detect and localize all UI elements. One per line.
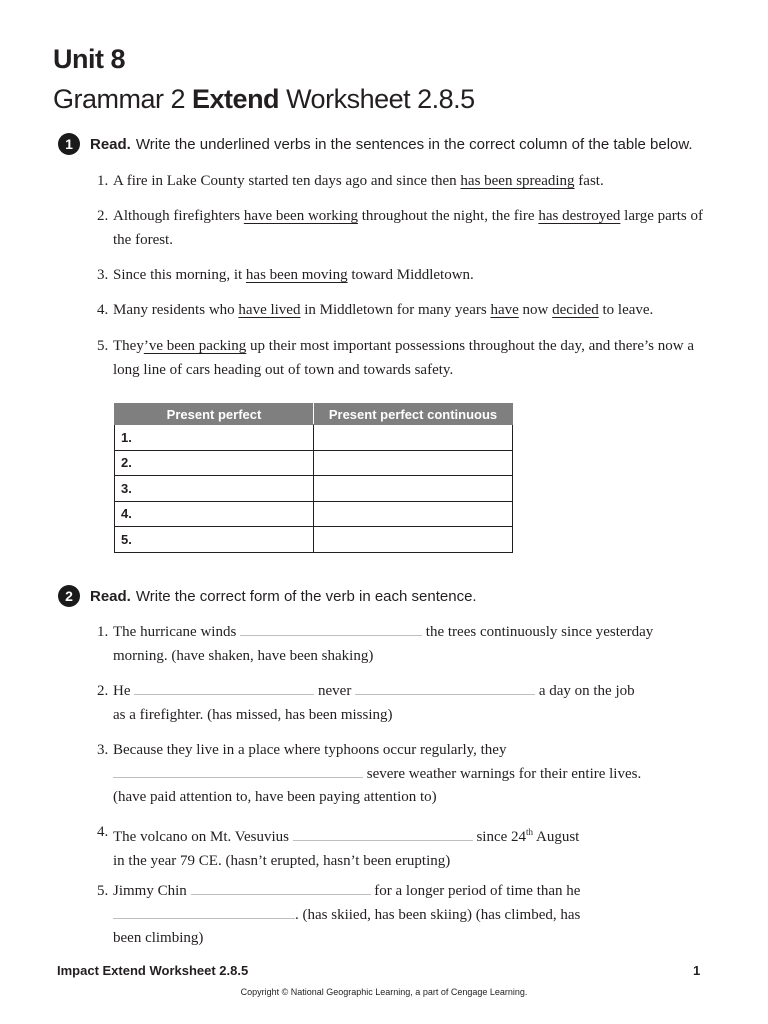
sentence-text: been climbing): [113, 930, 204, 946]
exercise-lead: Read.: [90, 135, 131, 153]
table-row: [115, 501, 513, 527]
sentence-text: as a firefighter. (has missed, has been missing): [113, 706, 393, 723]
sentence-number: 3.: [97, 267, 109, 283]
sentence-2-2: [97, 680, 707, 727]
answer-blank[interactable]: [134, 680, 314, 695]
sentence-text: up their most important possessions throughout the day, and there’s now a long line of cars heading out of town and towards safety.: [113, 338, 694, 378]
sentence-text: now: [518, 302, 553, 318]
sentence-text: Because they live in a place where typhoons occur regularly, they: [113, 742, 507, 758]
sentence-1-5: [97, 335, 707, 382]
sentence-text: Although firefighters: [113, 208, 244, 224]
sentence-text: severe weather warnings for their entire lives.: [363, 765, 642, 782]
exercise-instruction: Write the underlined verbs in the sentences in the correct column of the table below.: [135, 135, 693, 153]
table-row: [115, 450, 513, 476]
sentence-number: 2.: [97, 208, 109, 224]
answer-blank[interactable]: [240, 621, 422, 636]
sentence-text: large parts of the forest.: [113, 208, 704, 248]
title-bold: Extend: [192, 84, 280, 114]
answer-cell[interactable]: [314, 450, 513, 476]
title-prefix: Grammar 2: [53, 84, 193, 114]
sentence-number: 3.: [97, 742, 109, 758]
copyright-notice: Copyright © National Geographic Learning, a part of Cengage Learning.: [240, 987, 528, 997]
exercise-number-badge: 1: [58, 133, 80, 155]
sentence-text: in the year 79 CE. (hasn’t erupted, hasn’t been erupting): [113, 852, 451, 869]
sentence-text: . (has skiied, has been skiing) (has climbed, has: [295, 906, 581, 923]
exercise-instruction: Write the correct form of the verb in each sentence.: [135, 587, 477, 605]
footer-title: Impact Extend Worksheet 2.8.5: [57, 963, 249, 978]
sentence-text: fast.: [574, 173, 604, 189]
sentence-1-3: [97, 264, 707, 288]
sentence-text: toward Middletown.: [347, 267, 474, 283]
answer-blank[interactable]: [113, 904, 295, 919]
underlined-verb: has destroyed: [538, 208, 621, 224]
exercise-lead: Read.: [90, 587, 131, 605]
answer-cell[interactable]: 5.: [115, 527, 314, 553]
sentence-2-3: [97, 739, 707, 810]
sentence-text: Since this morning, it: [113, 267, 246, 283]
exercise-number-badge: 2: [58, 585, 80, 607]
answer-blank[interactable]: [113, 763, 363, 778]
sentence-text: in Middletown for many years: [300, 302, 491, 318]
sentence-number: 5.: [97, 338, 109, 354]
answer-cell[interactable]: 3.: [115, 476, 314, 502]
sentence-1-1: [97, 170, 707, 194]
exercise-2-heading: [58, 585, 477, 607]
answer-cell[interactable]: [314, 527, 513, 553]
sentence-text: The hurricane winds: [113, 624, 241, 640]
answer-blank[interactable]: [355, 680, 535, 695]
sentence-text: the trees continuously since yesterday: [422, 624, 654, 640]
sentence-text: He: [113, 683, 135, 699]
sentence-number: 4.: [97, 824, 109, 840]
underlined-verb: have lived: [238, 302, 301, 318]
sentence-2-1: [97, 621, 707, 668]
sentence-number: 1.: [97, 173, 109, 189]
sentence-text: August: [533, 829, 580, 845]
page-number: 1: [693, 963, 701, 978]
sentence-1-4: [97, 299, 707, 323]
verb-table: [114, 403, 513, 553]
sentence-text: morning. (have shaken, have been shaking): [113, 647, 374, 664]
sentence-2-4: [97, 821, 707, 873]
sentence-number: 2.: [97, 683, 109, 699]
exercise-1-heading: [58, 133, 693, 155]
answer-cell[interactable]: [314, 501, 513, 527]
underlined-verb: ’ve been packing: [143, 338, 247, 354]
sentence-text: for a longer period of time than he: [370, 883, 581, 899]
answer-cell[interactable]: [314, 425, 513, 451]
answer-blank[interactable]: [293, 826, 473, 841]
sentence-text: They: [113, 338, 144, 354]
underlined-verb: have been working: [243, 208, 358, 224]
sentence-text: since 24: [472, 829, 527, 845]
sentence-2-5: [97, 880, 707, 951]
sentence-text: never: [314, 683, 356, 699]
sentence-number: 5.: [97, 883, 109, 899]
unit-title: Unit 8: [53, 44, 126, 74]
sentence-text: Jimmy Chin: [113, 883, 191, 899]
sentence-text: throughout the night, the fire: [357, 208, 539, 224]
sentence-text: a day on the job: [535, 683, 635, 699]
sentence-number: 4.: [97, 302, 109, 318]
sentence-text: to leave.: [598, 302, 654, 318]
underlined-verb: decided: [552, 302, 599, 318]
answer-blank[interactable]: [191, 880, 371, 895]
column-header-present-perfect-continuous: Present perfect continuous: [314, 404, 513, 425]
underlined-verb: has been moving: [245, 267, 348, 283]
answer-cell[interactable]: 1.: [115, 425, 314, 451]
sentence-text: (have paid attention to, have been paying attention to): [113, 789, 437, 805]
table-header-row: [115, 404, 513, 425]
sentence-text: A fire in Lake County started ten days ago and since then: [113, 173, 461, 189]
answer-cell[interactable]: 4.: [115, 501, 314, 527]
title-suffix: Worksheet 2.8.5: [279, 84, 475, 114]
sentence-number: 1.: [97, 624, 109, 640]
sentence-1-2: [97, 205, 707, 252]
sentence-text: Many residents who: [113, 302, 239, 318]
worksheet-title: [53, 84, 475, 115]
table-row: [115, 527, 513, 553]
answer-cell[interactable]: [314, 476, 513, 502]
table-row: [115, 425, 513, 451]
sentence-text: The volcano on Mt. Vesuvius: [113, 829, 293, 845]
table-row: [115, 476, 513, 502]
answer-cell[interactable]: 2.: [115, 450, 314, 476]
ordinal-suffix: th: [526, 827, 534, 837]
underlined-verb: has been spreading: [460, 173, 575, 189]
underlined-verb: have: [490, 302, 519, 318]
column-header-present-perfect: Present perfect: [115, 404, 314, 425]
